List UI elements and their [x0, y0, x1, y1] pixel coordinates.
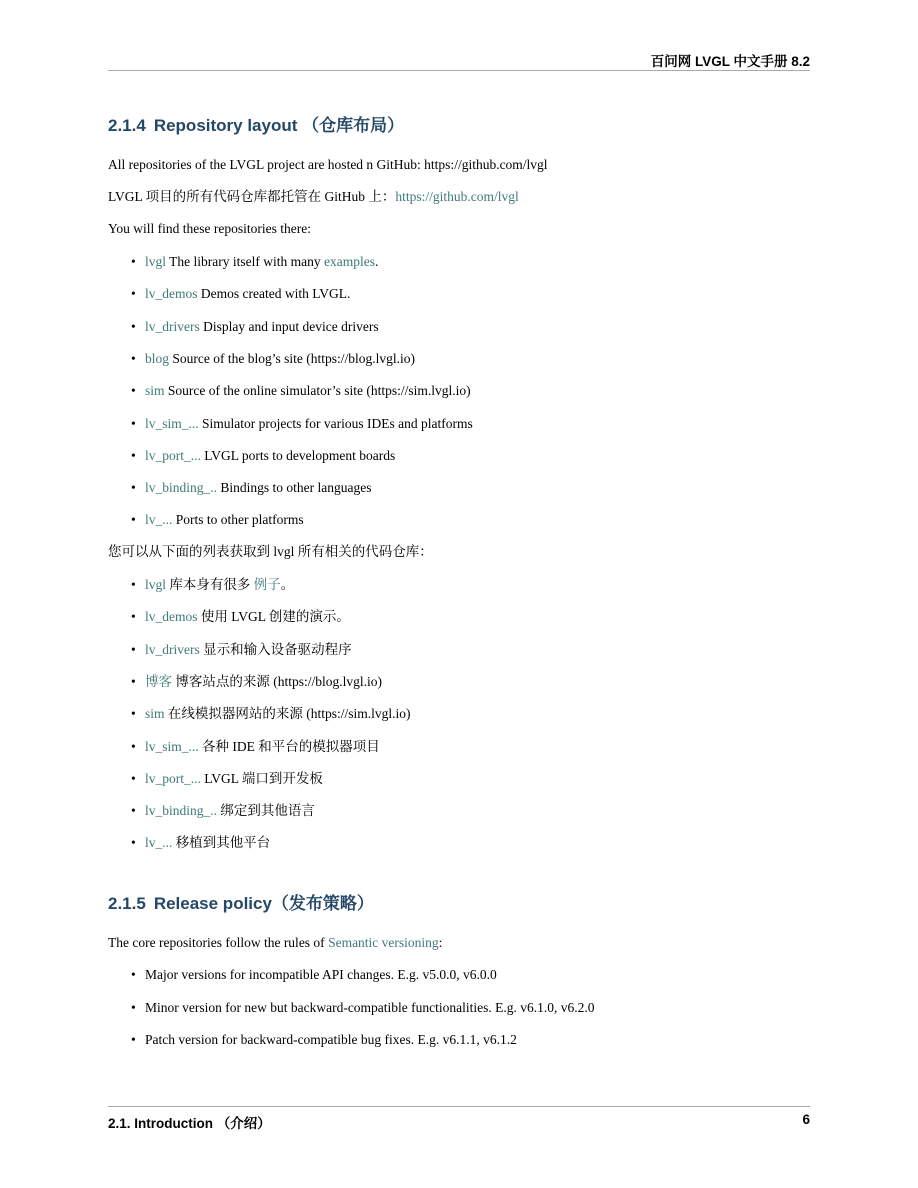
repo-link[interactable]: blog	[145, 350, 170, 366]
bullet: •	[131, 383, 136, 399]
list-item	[131, 834, 270, 852]
section-number: 2.1.5	[108, 894, 146, 913]
repo-description: 博客站点的来源 (https://blog.lvgl.io)	[172, 673, 383, 689]
repo-link[interactable]: lv_...	[145, 512, 173, 528]
section-heading-release-policy	[108, 889, 374, 914]
bullet: •	[131, 770, 136, 786]
find-repos-en: You will find these repositories there:	[108, 221, 311, 236]
list-item	[131, 318, 379, 336]
repo-description: Source of the online simulator’s site (https://sim.lvgl.io)	[164, 383, 471, 399]
bullet: •	[131, 254, 136, 269]
bullet: •	[131, 641, 136, 657]
repo-description: LVGL ports to development boards	[200, 447, 396, 463]
repo-link[interactable]: lv_...	[145, 835, 173, 851]
repo-description: The library itself with many	[166, 254, 324, 269]
release-rule-item	[131, 1031, 517, 1049]
release-intro-suffix: :	[438, 935, 443, 950]
repo-link[interactable]: lv_demos	[145, 286, 198, 302]
repo-description: Display and input device drivers	[199, 318, 379, 334]
punctuation: .	[374, 254, 379, 269]
bullet: •	[131, 577, 136, 592]
release-rule-text: Major versions for incompatible API changes. E.g. v5.0.0, v6.0.0	[145, 967, 497, 982]
repo-link[interactable]: lv_drivers	[145, 641, 200, 657]
github-link[interactable]: https://github.com/lvgl	[395, 189, 519, 204]
repo-description: 使用 LVGL 创建的演示。	[197, 609, 350, 625]
repo-description: Bindings to other languages	[217, 480, 372, 496]
bullet: •	[131, 1032, 136, 1047]
repo-description: 移植到其他平台	[172, 835, 271, 851]
bullet: •	[131, 803, 136, 819]
repo-description: Demos created with LVGL.	[197, 286, 351, 302]
release-rule-item	[131, 966, 497, 984]
list-item	[131, 350, 415, 368]
bullet: •	[131, 706, 136, 722]
intro-en: All repositories of the LVGL project are hosted n GitHub: https://github.com/lvgl	[108, 157, 548, 172]
bullet: •	[131, 999, 136, 1015]
page-footer	[108, 1112, 810, 1132]
repo-link[interactable]: lv_port_...	[145, 447, 201, 463]
bullet: •	[131, 609, 136, 625]
repo-link[interactable]: lv_sim_...	[145, 415, 199, 431]
list-item	[131, 285, 350, 303]
release-intro	[108, 934, 442, 952]
release-rule-text: Patch version for backward-compatible bug fixes. E.g. v6.1.1, v6.1.2	[145, 1032, 517, 1047]
repo-description: LVGL 端口到开发板	[200, 770, 323, 786]
list-item	[131, 382, 471, 400]
bullet: •	[131, 512, 136, 528]
repo-link[interactable]: lv_sim_...	[145, 738, 199, 754]
repo-link[interactable]: lv_demos	[145, 609, 198, 625]
list-item	[131, 802, 315, 820]
list-item	[131, 770, 323, 788]
repo-link[interactable]: 博客	[145, 673, 172, 689]
repo-link[interactable]: lv_binding_..	[145, 803, 218, 819]
bullet: •	[131, 480, 136, 496]
bullet: •	[131, 318, 136, 334]
semantic-versioning-link[interactable]: Semantic versioning	[328, 935, 439, 950]
repo-description: Ports to other platforms	[172, 512, 304, 528]
release-rule-text: Minor version for new but backward-compatible functionalities. E.g. v6.1.0, v6.2.0	[145, 999, 595, 1015]
punctuation: 。	[280, 577, 295, 592]
list-item	[131, 738, 380, 756]
repo-description: Source of the blog’s site (https://blog.lvgl.io)	[169, 350, 415, 366]
footer-section: 2.1. Introduction （介绍）	[108, 1116, 271, 1131]
repo-description: Simulator projects for various IDEs and platforms	[198, 415, 473, 431]
repo-link[interactable]: lv_port_...	[145, 770, 201, 786]
list-item	[131, 608, 350, 626]
list-item	[131, 415, 473, 433]
intro-zh	[108, 188, 519, 206]
section-number: 2.1.4	[108, 116, 146, 135]
list-item	[131, 705, 411, 723]
repo-link[interactable]: lvgl	[145, 254, 167, 269]
bullet: •	[131, 967, 136, 982]
bullet: •	[131, 415, 136, 431]
find-repos-zh: 您可以从下面的列表获取到 lvgl 所有相关的代码仓库：	[108, 544, 433, 559]
repo-description: 绑定到其他语言	[217, 803, 315, 819]
repo-link[interactable]: sim	[145, 383, 165, 399]
release-rule-item	[131, 999, 595, 1017]
bullet: •	[131, 673, 136, 689]
bullet: •	[131, 447, 136, 463]
bullet: •	[131, 738, 136, 754]
list-item	[131, 479, 372, 497]
section-title: Release policy（发布策略）	[153, 894, 374, 913]
list-item	[131, 673, 382, 691]
repo-description: 在线模拟器网站的来源 (https://sim.lvgl.io)	[164, 706, 411, 722]
intro-zh-text: LVGL 项目的所有代码仓库都托管在 GitHub 上：	[108, 189, 396, 204]
footer-divider	[108, 1106, 810, 1107]
section-heading-repository-layout	[108, 111, 404, 136]
examples-link[interactable]: 例子	[253, 577, 281, 592]
repo-description: 库本身有很多	[166, 577, 254, 592]
header-divider	[108, 70, 810, 71]
examples-link[interactable]: examples	[323, 254, 375, 269]
release-intro-text: The core repositories follow the rules of	[108, 935, 329, 950]
section-title: Repository layout （仓库布局）	[153, 116, 405, 135]
repo-description: 各种 IDE 和平台的模拟器项目	[198, 738, 380, 754]
list-item	[131, 253, 378, 271]
list-item	[131, 576, 294, 594]
repo-link[interactable]: lv_drivers	[145, 318, 200, 334]
repo-link[interactable]: sim	[145, 706, 165, 722]
bullet: •	[131, 350, 136, 366]
bullet: •	[131, 286, 136, 302]
page-header: 百问网 LVGL 中文手册 8.2	[650, 54, 810, 69]
list-item	[131, 511, 304, 529]
repo-link[interactable]: lvgl	[145, 577, 167, 592]
list-item	[131, 447, 395, 465]
bullet: •	[131, 835, 136, 851]
page-number: 6	[802, 1112, 810, 1127]
repo-link[interactable]: lv_binding_..	[145, 480, 218, 496]
list-item	[131, 641, 352, 659]
repo-description: 显示和输入设备驱动程序	[199, 641, 352, 657]
